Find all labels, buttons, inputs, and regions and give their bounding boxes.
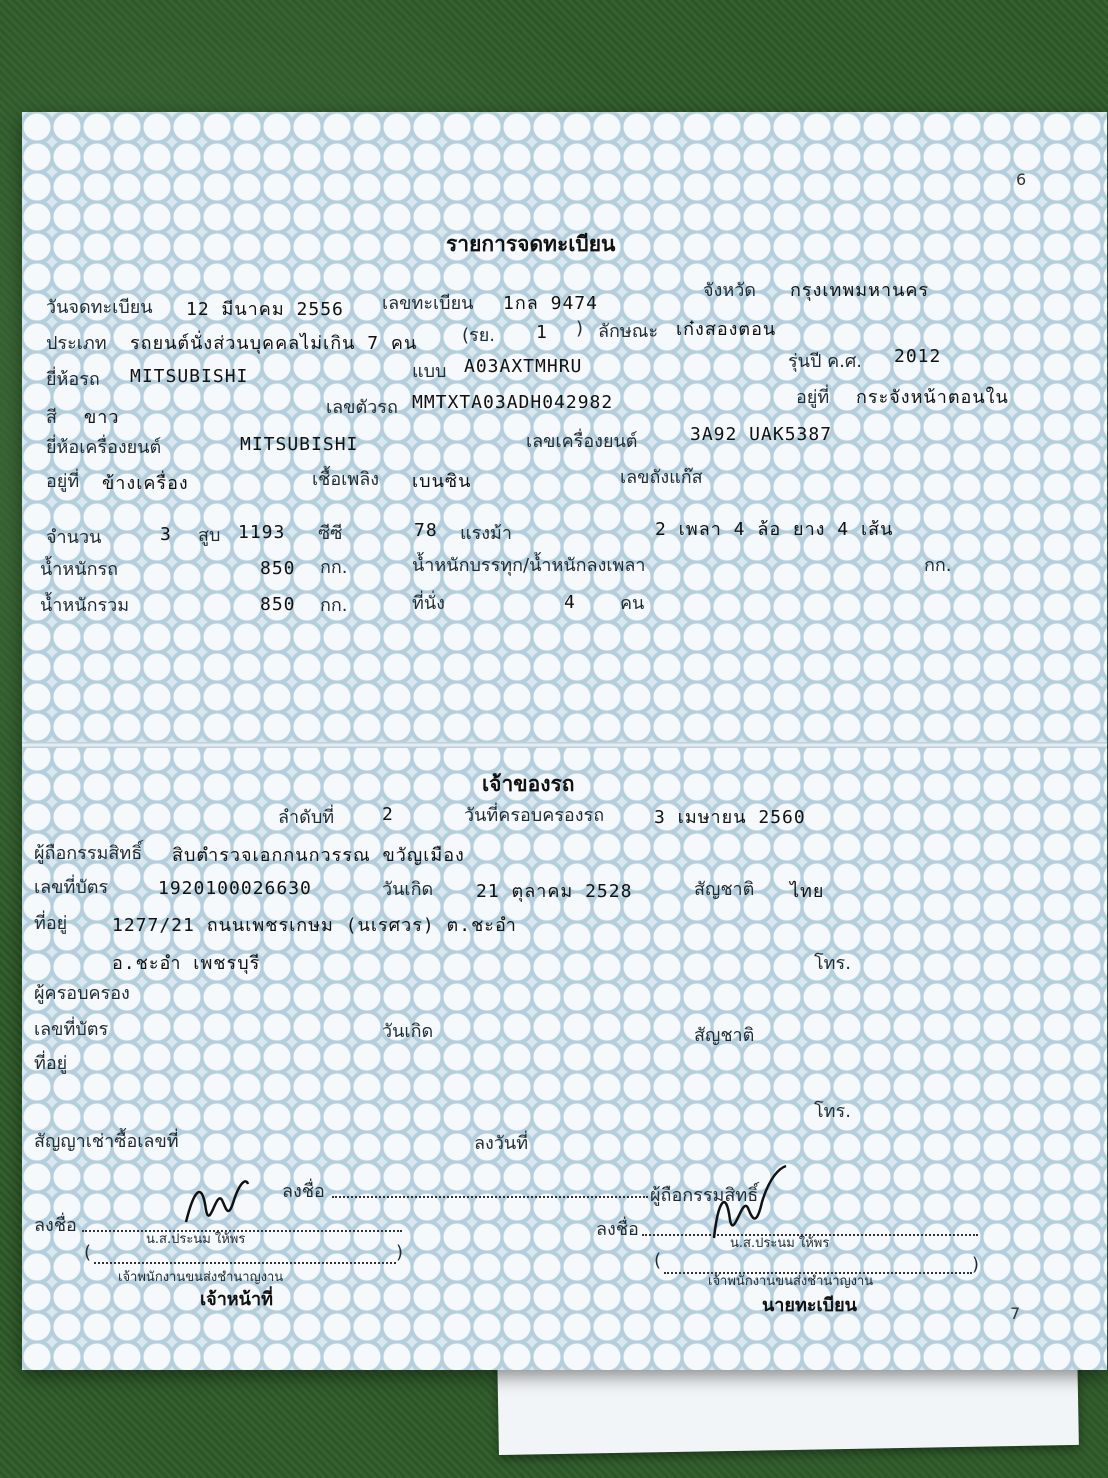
address-line-2: อ.ชะอำ เพชรบุรี bbox=[112, 953, 261, 974]
officer-paren-close: ) bbox=[396, 1242, 404, 1263]
id-label: เลขที่บัตร bbox=[34, 877, 109, 898]
date-of-birth: 21 ตุลาคม 2528 bbox=[476, 881, 633, 902]
cc-label: ซีซี bbox=[318, 523, 343, 544]
officer-position: เจ้าพนักงานขนส่งชำนาญงาน bbox=[118, 1270, 284, 1285]
hire-purchase-label: สัญญาเช่าซื้อเลขที่ bbox=[34, 1131, 179, 1152]
load-weight-label: น้ำหนักบรรทุก/น้ำหนักลงเพลา bbox=[412, 555, 646, 576]
persons-label: คน bbox=[620, 593, 645, 614]
brand: MITSUBISHI bbox=[130, 366, 249, 387]
model-label: แบบ bbox=[412, 361, 447, 382]
kg-unit-3: กก. bbox=[320, 595, 348, 616]
axles-wheels-tires: 2 เพลา 4 ล้อ ยาง 4 เส้น bbox=[655, 519, 894, 540]
possessor-label: ผู้ครอบครอง bbox=[34, 983, 130, 1004]
weight-label: น้ำหนักรถ bbox=[40, 559, 119, 580]
officer-role: เจ้าหน้าที่ bbox=[200, 1289, 273, 1310]
vin-location: กระจังหน้าตอนใน bbox=[856, 387, 1009, 408]
fuel-label: เชื้อเพลิง bbox=[312, 469, 380, 490]
gas-tank-label: เลขถังแก๊ส bbox=[620, 467, 703, 488]
cylinder-label: สูบ bbox=[198, 525, 221, 546]
vin-location-label: อยู่ที่ bbox=[796, 387, 830, 408]
officer-name: น.ส.ประนม ให้พร bbox=[146, 1232, 246, 1247]
engine-cc: 1193 bbox=[238, 522, 286, 543]
fuel-type: เบนซิน bbox=[412, 471, 472, 492]
holder-sign-label: ลงชื่อ bbox=[282, 1181, 325, 1202]
hp-label: แรงม้า bbox=[460, 523, 513, 544]
signed-date-label: ลงวันที่ bbox=[474, 1133, 529, 1154]
registrar-position: เจ้าพนักงานขนส่งชำนาญงาน bbox=[708, 1274, 874, 1289]
registration-title: รายการจดทะเบียน bbox=[446, 232, 616, 256]
engine-brand-label: ยี่ห้อเครื่องยนต์ bbox=[46, 437, 162, 458]
ry-close: ) bbox=[576, 318, 584, 339]
count-label: จำนวน bbox=[46, 527, 102, 548]
tel-label: โทร. bbox=[814, 953, 851, 974]
registrar-sign-label: ลงชื่อ bbox=[596, 1219, 639, 1240]
vin: MMTXTA03ADH042982 bbox=[412, 392, 614, 413]
style-label: ลักษณะ bbox=[598, 321, 659, 342]
nationality: ไทย bbox=[790, 881, 825, 902]
engine-location-label: อยู่ที่ bbox=[46, 471, 80, 492]
ry-number: 1 bbox=[536, 322, 548, 343]
engine-number-label: เลขเครื่องยนต์ bbox=[526, 431, 638, 452]
total-weight-label: น้ำหนักรวม bbox=[40, 595, 130, 616]
seats-label: ที่นั่ง bbox=[412, 593, 445, 614]
vehicle-type: รถยนต์นั่งส่วนบุคคลไม่เกิน 7 คน bbox=[130, 333, 418, 354]
province: กรุงเทพมหานคร bbox=[790, 280, 930, 301]
kg-unit-2: กก. bbox=[924, 555, 952, 576]
holder-name: สิบตำรวจเอกกนกวรรณ ขวัญเมือง bbox=[172, 845, 465, 866]
holder-sign-line bbox=[332, 1196, 648, 1198]
cylinder-count: 3 bbox=[160, 524, 172, 545]
engine-brand: MITSUBISHI bbox=[240, 434, 359, 455]
address-label: ที่อยู่ bbox=[34, 913, 68, 934]
color-label: สี bbox=[46, 407, 57, 428]
nationality-label: สัญชาติ bbox=[694, 879, 755, 900]
model: A03AXTMHRU bbox=[464, 356, 583, 377]
possessor-id-label: เลขที่บัตร bbox=[34, 1019, 109, 1040]
officer-paren-open: ( bbox=[84, 1242, 92, 1263]
holder-label: ผู้ถือกรรมสิทธิ์ bbox=[34, 843, 143, 864]
seat-count: 4 bbox=[564, 592, 576, 613]
vehicle-weight: 850 bbox=[260, 558, 296, 579]
owner-order: 2 bbox=[382, 804, 394, 825]
vehicle-color: ขาว bbox=[84, 407, 120, 428]
engine-number: 3A92 UAK5387 bbox=[690, 424, 833, 445]
ry-label: (รย. bbox=[462, 325, 495, 346]
registrar-paren-open: ( bbox=[654, 1250, 662, 1271]
officer-name-line bbox=[94, 1262, 396, 1264]
order-label: ลำดับที่ bbox=[278, 807, 335, 828]
dob-label: วันเกิด bbox=[382, 879, 434, 900]
type-label: ประเภท bbox=[46, 333, 107, 354]
kg-unit-1: กก. bbox=[320, 557, 348, 578]
year-label: รุ่นปี ค.ศ. bbox=[788, 351, 863, 372]
address-line-1: 1277/21 ถนนเพชรเกษม (นเรศวร) ต.ชะอำ bbox=[112, 915, 517, 936]
possessor-address-label: ที่อยู่ bbox=[34, 1053, 68, 1074]
vin-label: เลขตัวรถ bbox=[326, 397, 398, 418]
possessor-tel-label: โทร. bbox=[814, 1101, 851, 1122]
page-number-top: 6 bbox=[1016, 170, 1027, 189]
total-weight: 850 bbox=[260, 594, 296, 615]
registrar-name: น.ส.ประนม ให้พร bbox=[730, 1236, 830, 1251]
page-fold bbox=[22, 742, 1107, 748]
holder-sign-caption: ผู้ถือกรรมสิทธิ์ bbox=[650, 1185, 759, 1206]
plate-label: เลขทะเบียน bbox=[382, 293, 474, 314]
horsepower: 78 bbox=[414, 520, 438, 541]
reg-date-label: วันจดทะเบียน bbox=[46, 297, 153, 318]
body-style: เก๋งสองตอน bbox=[676, 319, 777, 340]
id-number: 1920100026630 bbox=[158, 878, 312, 899]
registrar-paren-close: ) bbox=[972, 1254, 980, 1275]
plate: 1กล 9474 bbox=[503, 293, 598, 314]
province-label: จังหวัด bbox=[703, 280, 756, 301]
reg-date: 12 มีนาคม 2556 bbox=[186, 299, 344, 320]
model-year: 2012 bbox=[894, 346, 942, 367]
possessor-dob-label: วันเกิด bbox=[382, 1021, 434, 1042]
registrar-role: นายทะเบียน bbox=[762, 1295, 857, 1316]
brand-label: ยี่ห้อรถ bbox=[46, 369, 100, 390]
page-number-bottom: 7 bbox=[1010, 1304, 1021, 1323]
possession-date-label: วันที่ครอบครองรถ bbox=[464, 805, 605, 826]
owner-title: เจ้าของรถ bbox=[482, 772, 575, 796]
engine-location: ข้างเครื่อง bbox=[102, 473, 189, 494]
possessor-nationality-label: สัญชาติ bbox=[694, 1025, 755, 1046]
officer-sign-label: ลงชื่อ bbox=[34, 1215, 77, 1236]
possession-date: 3 เมษายน 2560 bbox=[654, 807, 806, 828]
